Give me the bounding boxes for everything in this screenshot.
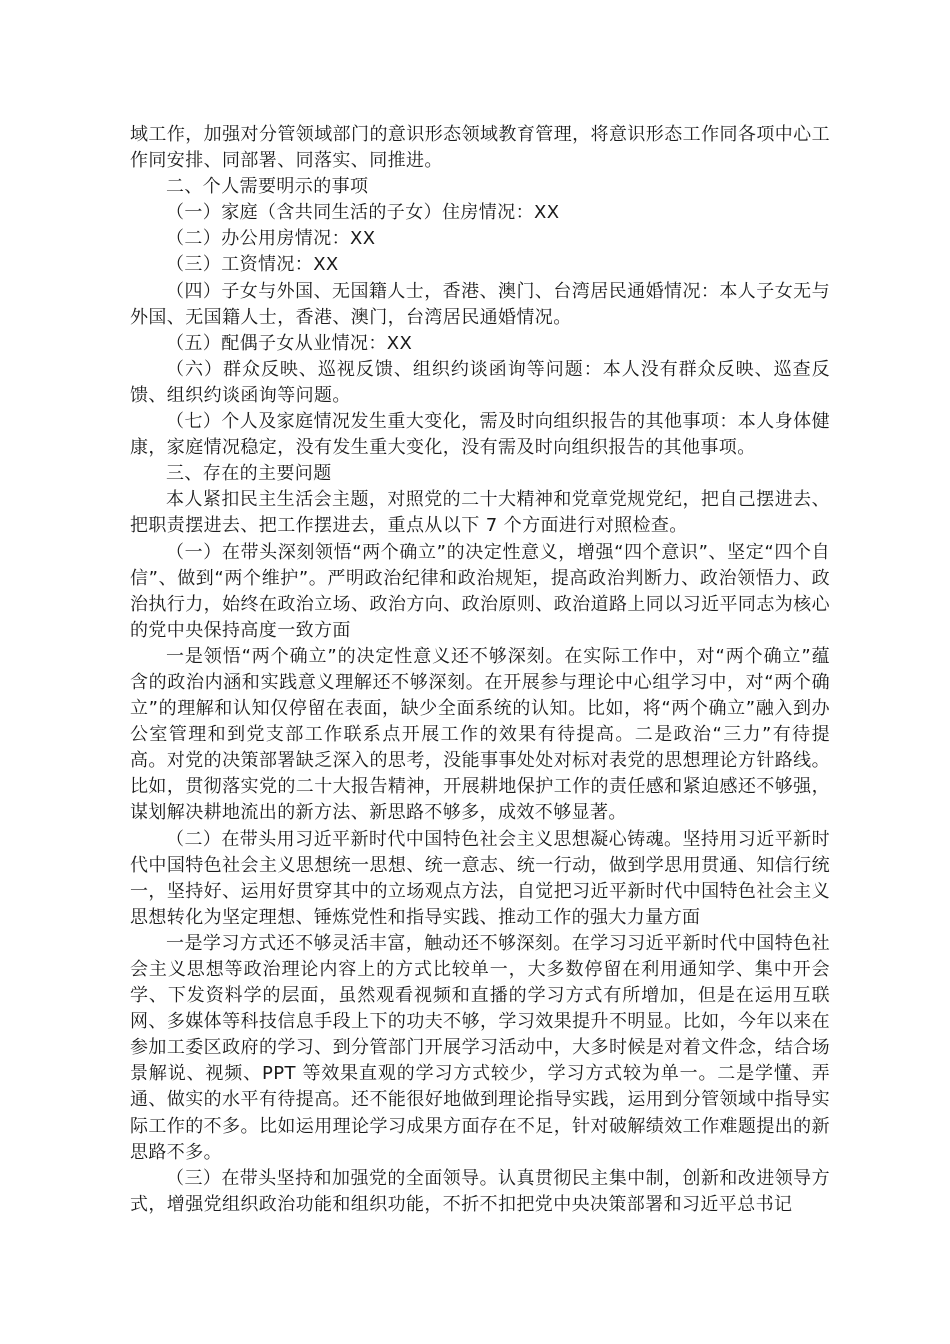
paragraph: 一是领悟“两个确立”的决定性意义还不够深刻。在实际工作中，对“两个确立”蕴含的政治内涵和实践意义理解还不够深刻。在开展参与理论中心组学习中，对“两个确立”的理解和认知仅停留在表面，缺少全面系统的认知。比如，将“两个确立”融入到办公室管理和到党支部工作联系点开展工作的效果有待提高。二是政治“三力”有待提高。对党的决策部署缺乏深入的思考，没能事事处处对标对表党的思想理论方针路线。比如，贯彻落实党的二十大报告精神，开展耕地保护工作的责任感和紧迫感还不够强，谋划解决耕地流出的新方法、新思路不够多，成效不够显著。 (130, 645, 830, 824)
paragraph: 域工作，加强对分管领域部门的意识形态领域教育管理，将意识形态工作同各项中心工作同安排、同部署、同落实、同推进。 (130, 124, 830, 172)
paragraph: （三）工资情况：XX (166, 254, 339, 276)
section-heading: 二、个人需要明示的事项 (166, 176, 369, 198)
paragraph: （六）群众反映、巡视反馈、组织约谈函询等问题：本人没有群众反映、巡查反馈、组织约谈函询等问题。 (130, 358, 830, 406)
paragraph: 本人紧扣民主生活会主题，对照党的二十大精神和党章党规党纪，把自己摆进去、把职责摆进去、把工作摆进去，重点从以下 7 个方面进行对照检查。 (130, 489, 830, 537)
document-body (130, 122, 830, 1218)
paragraph: （一）在带头深刻领悟“两个确立”的决定性意义，增强“四个意识”、坚定“四个自信”、做到“两个维护”。严明政治纪律和政治规矩，提高政治判断力、政治领悟力、政治执行力，始终在政治立场、政治方向、政治原则、政治道路上同以习近平同志为核心的党中央保持高度一致方面 (130, 541, 830, 641)
paragraph: （三）在带头坚持和加强党的全面领导。认真贯彻民主集中制，创新和改进领导方式，增强党组织政治功能和组织功能，不折不扣把党中央决策部署和习近平总书记 (130, 1167, 830, 1215)
paragraph: （二）办公用房情况：XX (166, 228, 376, 250)
paragraph: （五）配偶子女从业情况：XX (166, 332, 413, 354)
paragraph: （一）家庭（含共同生活的子女）住房情况：XX (166, 202, 560, 224)
paragraph: 一是学习方式还不够灵活丰富，触动还不够深刻。在学习习近平新时代中国特色社会主义思想等政治理论内容上的方式比较单一，大多数停留在利用通知学、集中开会学、下发资料学的层面，虽然观看视频和直播的学习方式有所增加，但是在运用互联网、多媒体等科技信息手段上下的功夫不够，学习效果提升不明显。比如，今年以来在参加工委区政府的学习、到分管部门开展学习活动中，大多时候是对着文件念，结合场景解说、视频、PPT 等效果直观的学习方式较少，学习方式较为单一。二是学懂、弄通、做实的水平有待提高。还不能很好地做到理论指导实践，运用到分管领域中指导实际工作的不多。比如运用理论学习成果方面存在不足，针对破解绩效工作难题提出的新思路不多。 (130, 932, 830, 1163)
section-heading: 三、存在的主要问题 (166, 463, 332, 485)
paragraph: （二）在带头用习近平新时代中国特色社会主义思想凝心铸魂。坚持用习近平新时代中国特色社会主义思想统一思想、统一意志、统一行动，做到学思用贯通、知信行统一，坚持好、运用好贯穿其中的立场观点方法，自觉把习近平新时代中国特色社会主义思想转化为坚定理想、锤炼党性和指导实践、推动工作的强大力量方面 (130, 828, 830, 928)
paragraph: （七）个人及家庭情况发生重大变化，需及时向组织报告的其他事项：本人身体健康，家庭情况稳定，没有发生重大变化，没有需及时向组织报告的其他事项。 (130, 411, 830, 459)
paragraph: （四）子女与外国、无国籍人士，香港、澳门、台湾居民通婚情况：本人子女无与外国、无国籍人士，香港、澳门，台湾居民通婚情况。 (130, 280, 830, 328)
